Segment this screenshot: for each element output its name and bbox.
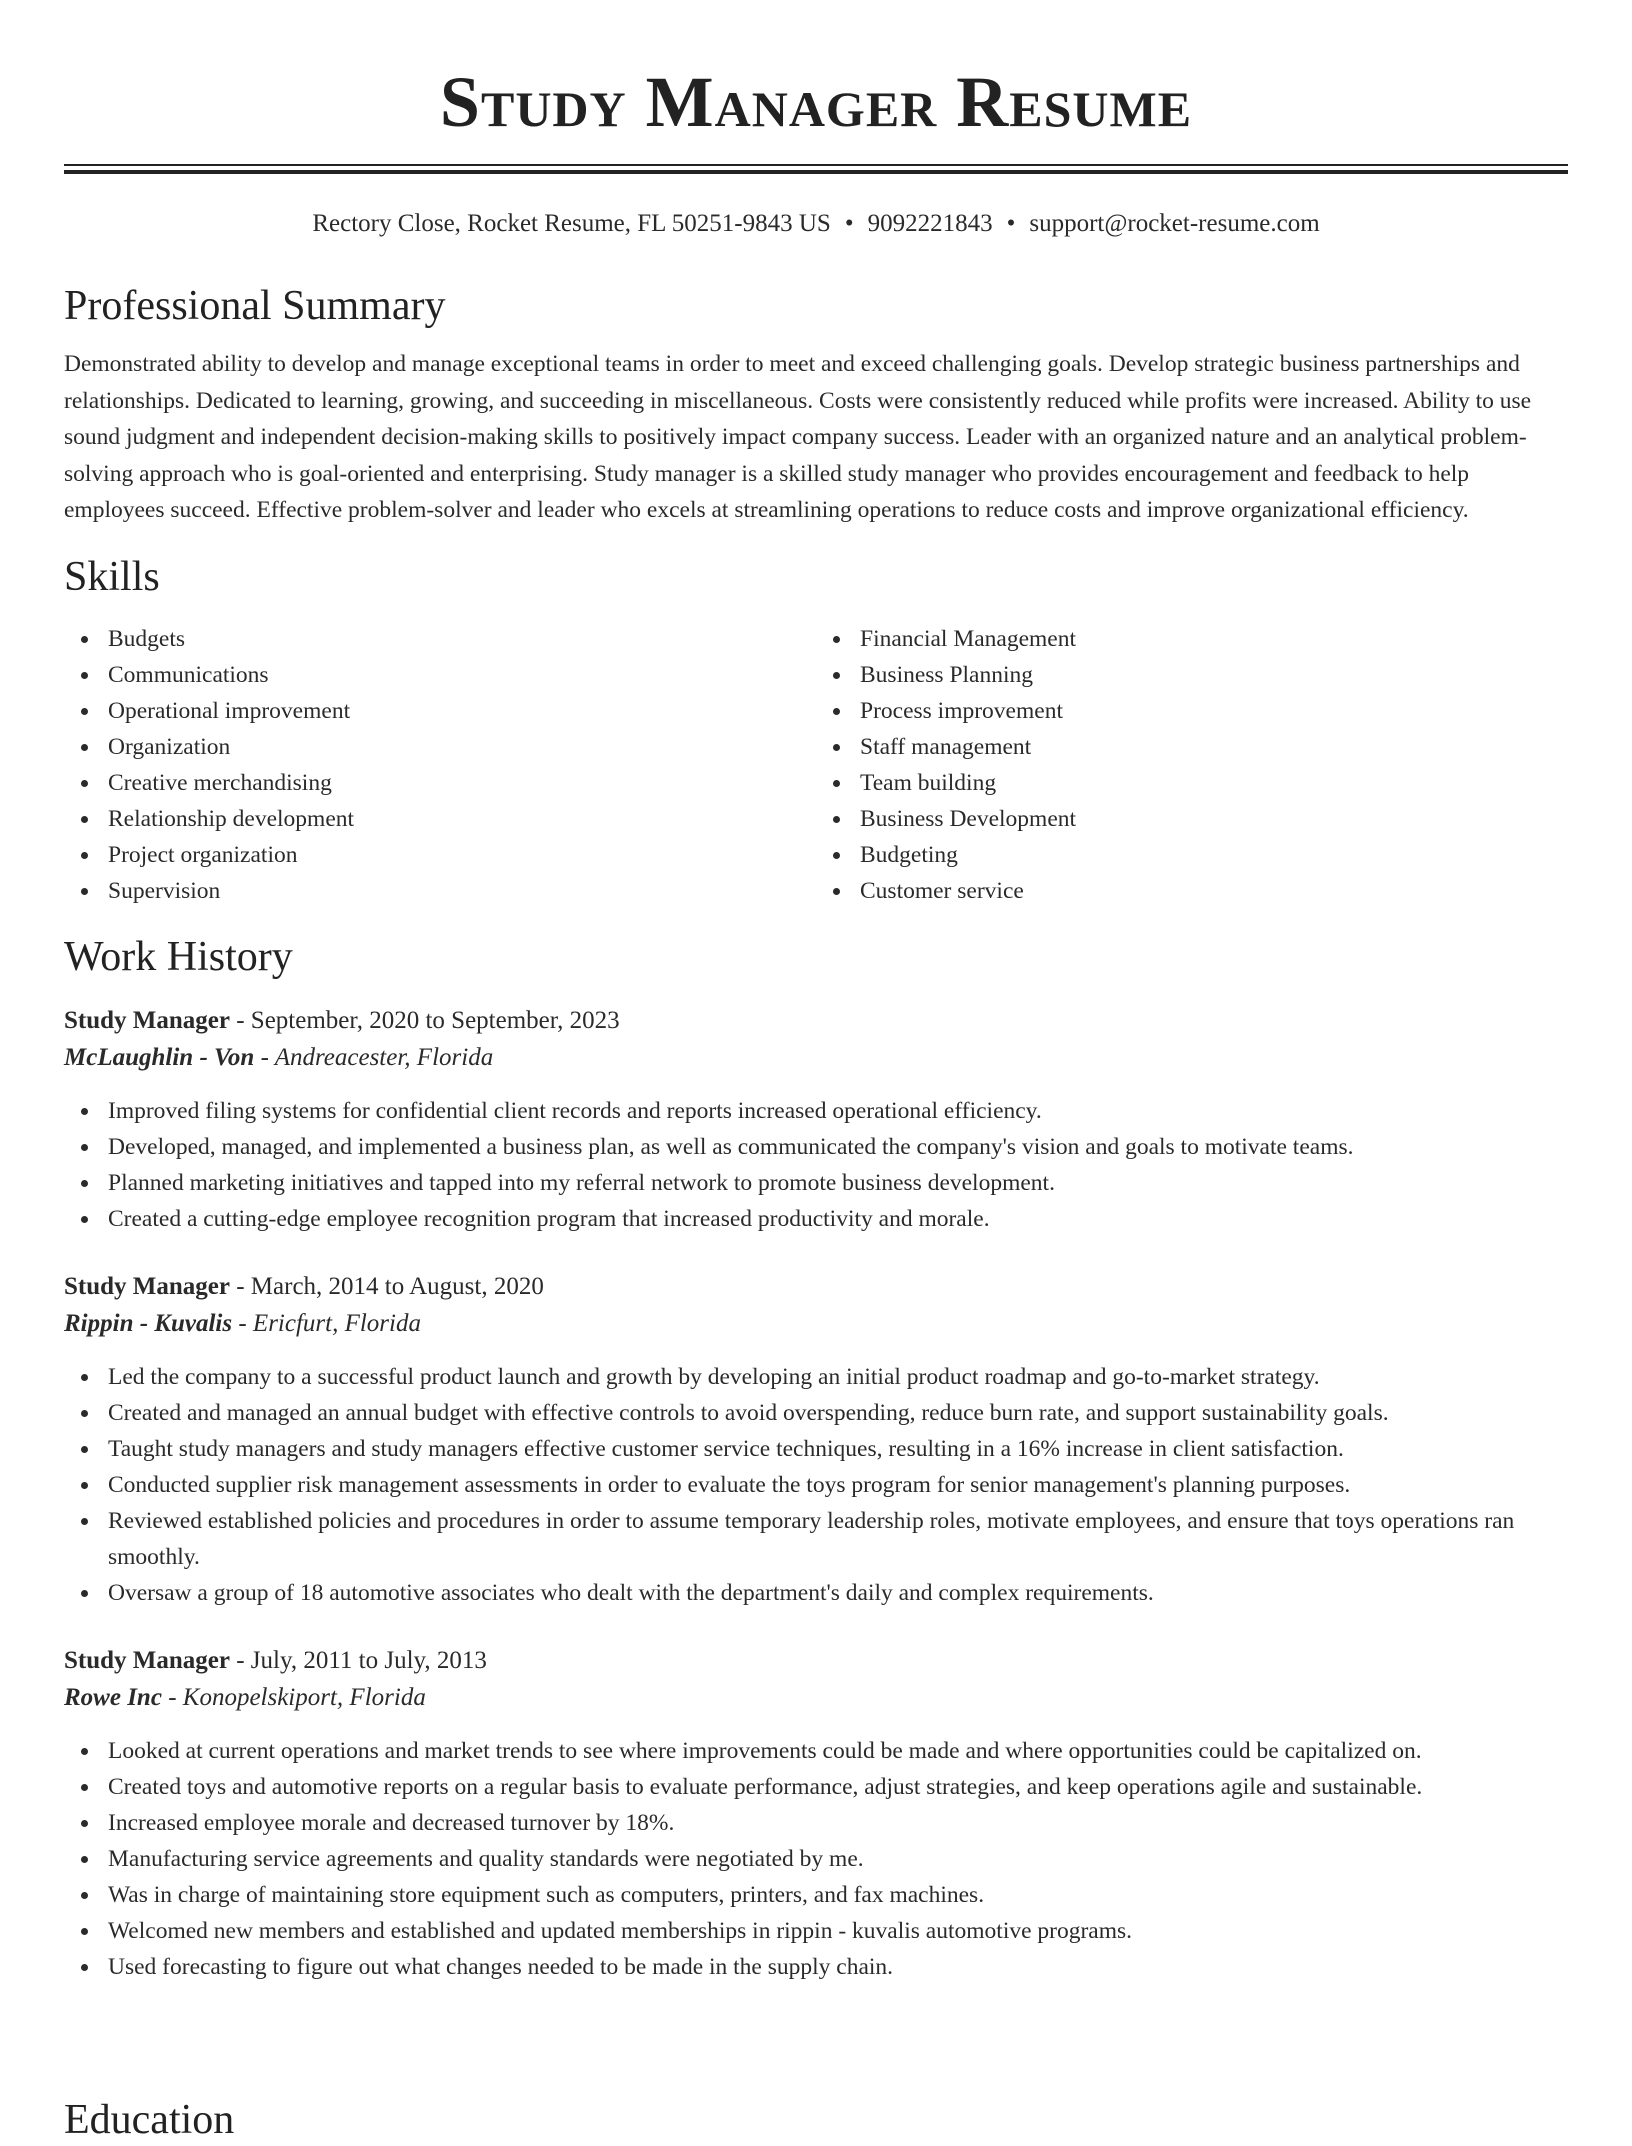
job-role: Study Manager bbox=[64, 1646, 230, 1674]
skills-grid bbox=[64, 621, 1568, 909]
job-dates: - March, 2014 to August, 2020 bbox=[236, 1272, 544, 1300]
job-title-line bbox=[64, 1643, 1568, 1679]
job-company: McLaughlin - Von bbox=[64, 1043, 255, 1071]
job-company: Rowe Inc bbox=[64, 1683, 162, 1711]
job-company-line bbox=[64, 1039, 1568, 1077]
job-location: - Konopelskiport, Florida bbox=[168, 1683, 426, 1711]
job-bullets bbox=[64, 1359, 1568, 1611]
skill-item: Business Development bbox=[860, 801, 1568, 837]
job-bullets bbox=[64, 1093, 1568, 1237]
job-bullet: Conducted supplier risk management assessments in order to evaluate the toys program for senior management's planning purposes. bbox=[108, 1467, 1568, 1503]
contact-separator: • bbox=[1006, 210, 1016, 237]
skill-item: Team building bbox=[860, 765, 1568, 801]
skills-left-column bbox=[64, 621, 816, 909]
job-bullet: Looked at current operations and market trends to see where improvements could be made and where opportunities could be capitalized on. bbox=[108, 1733, 1568, 1769]
skill-item: Budgeting bbox=[860, 837, 1568, 873]
job-bullet: Welcomed new members and established and updated memberships in rippin - kuvalis automotive programs. bbox=[108, 1913, 1568, 1949]
skill-item: Staff management bbox=[860, 729, 1568, 765]
job-location: - Ericfurt, Florida bbox=[238, 1309, 421, 1337]
skill-item: Operational improvement bbox=[108, 693, 816, 729]
job-bullet: Created and managed an annual budget with effective controls to avoid overspending, reduce burn rate, and support sustainability goals. bbox=[108, 1395, 1568, 1431]
job-bullet: Taught study managers and study managers effective customer service techniques, resulting in a 16% increase in client satisfaction. bbox=[108, 1431, 1568, 1467]
job-company: Rippin - Kuvalis bbox=[64, 1309, 233, 1337]
job-entry bbox=[64, 1269, 1568, 1611]
job-bullet: Increased employee morale and decreased turnover by 18%. bbox=[108, 1805, 1568, 1841]
job-bullet: Created a cutting-edge employee recognition program that increased productivity and morale. bbox=[108, 1201, 1568, 1237]
job-bullet: Improved filing systems for confidential client records and reports increased operational efficiency. bbox=[108, 1093, 1568, 1129]
job-bullet: Manufacturing service agreements and quality standards were negotiated by me. bbox=[108, 1841, 1568, 1877]
job-title-line bbox=[64, 1003, 1568, 1039]
job-bullet: Used forecasting to figure out what changes needed to be made in the supply chain. bbox=[108, 1949, 1568, 1985]
skill-item: Creative merchandising bbox=[108, 765, 816, 801]
job-company-line bbox=[64, 1305, 1568, 1343]
skill-item: Budgets bbox=[108, 621, 816, 657]
skills-right-column bbox=[816, 621, 1568, 909]
contact-phone: 9092221843 bbox=[867, 210, 993, 237]
job-location: - Andreacester, Florida bbox=[260, 1043, 494, 1071]
job-bullet: Planned marketing initiatives and tapped into my referral network to promote business development. bbox=[108, 1165, 1568, 1201]
skill-item: Process improvement bbox=[860, 693, 1568, 729]
job-company-line bbox=[64, 1679, 1568, 1717]
skill-item: Communications bbox=[108, 657, 816, 693]
education-heading: Education bbox=[64, 2097, 235, 2143]
job-role: Study Manager bbox=[64, 1006, 230, 1034]
title-divider bbox=[64, 164, 1568, 174]
skill-item: Customer service bbox=[860, 873, 1568, 909]
job-dates: - July, 2011 to July, 2013 bbox=[236, 1646, 487, 1674]
job-bullet: Developed, managed, and implemented a business plan, as well as communicated the company's vision and goals to motivate teams. bbox=[108, 1129, 1568, 1165]
job-dates: - September, 2020 to September, 2023 bbox=[236, 1006, 620, 1034]
job-bullet: Was in charge of maintaining store equipment such as computers, printers, and fax machines. bbox=[108, 1877, 1568, 1913]
job-bullet: Created toys and automotive reports on a regular basis to evaluate performance, adjust strategies, and keep operations agile and sustainable. bbox=[108, 1769, 1568, 1805]
work-history-list bbox=[64, 1003, 1568, 1985]
contact-email: support@rocket-resume.com bbox=[1029, 210, 1320, 237]
skill-item: Relationship development bbox=[108, 801, 816, 837]
skill-item: Financial Management bbox=[860, 621, 1568, 657]
skill-item: Project organization bbox=[108, 837, 816, 873]
summary-text: Demonstrated ability to develop and manage exceptional teams in order to meet and exceed challenging goals. Develop strategic business partnerships and relationships. Dedicated to learning, growing, and succeeding in miscellaneous. Costs were consistently reduced while profits were increased. Ability to use sound judgment and independent decision-making skills to positively impact company success. Leader with an organized nature and an analytical problem-solving approach who is goal-oriented and enterprising. Study manager is a skilled study manager who provides encouragement and feedback to help employees succeed. Effective problem-solver and leader who excels at streamlining operations to reduce costs and improve organizational efficiency. bbox=[64, 351, 1532, 523]
job-bullets bbox=[64, 1733, 1568, 1985]
work-history-heading: Work History bbox=[64, 933, 293, 980]
job-entry bbox=[64, 1643, 1568, 1985]
skill-item: Supervision bbox=[108, 873, 816, 909]
skills-heading: Skills bbox=[64, 553, 160, 600]
skill-item: Business Planning bbox=[860, 657, 1568, 693]
job-bullet: Led the company to a successful product launch and growth by developing an initial product roadmap and go-to-market strategy. bbox=[108, 1359, 1568, 1395]
skill-item: Organization bbox=[108, 729, 816, 765]
job-bullet: Oversaw a group of 18 automotive associates who dealt with the department's daily and complex requirements. bbox=[108, 1575, 1568, 1611]
contact-address: Rectory Close, Rocket Resume, FL 50251-9843 US bbox=[312, 210, 831, 237]
contact-line bbox=[64, 208, 1568, 240]
resume-title: Study Manager Resume bbox=[439, 62, 1193, 142]
job-entry bbox=[64, 1003, 1568, 1237]
job-role: Study Manager bbox=[64, 1272, 230, 1300]
job-bullet: Reviewed established policies and procedures in order to assume temporary leadership roles, motivate employees, and ensure that toys operations ran smoothly. bbox=[108, 1503, 1568, 1575]
contact-separator: • bbox=[844, 210, 854, 237]
summary-heading: Professional Summary bbox=[64, 283, 446, 329]
job-title-line bbox=[64, 1269, 1568, 1305]
